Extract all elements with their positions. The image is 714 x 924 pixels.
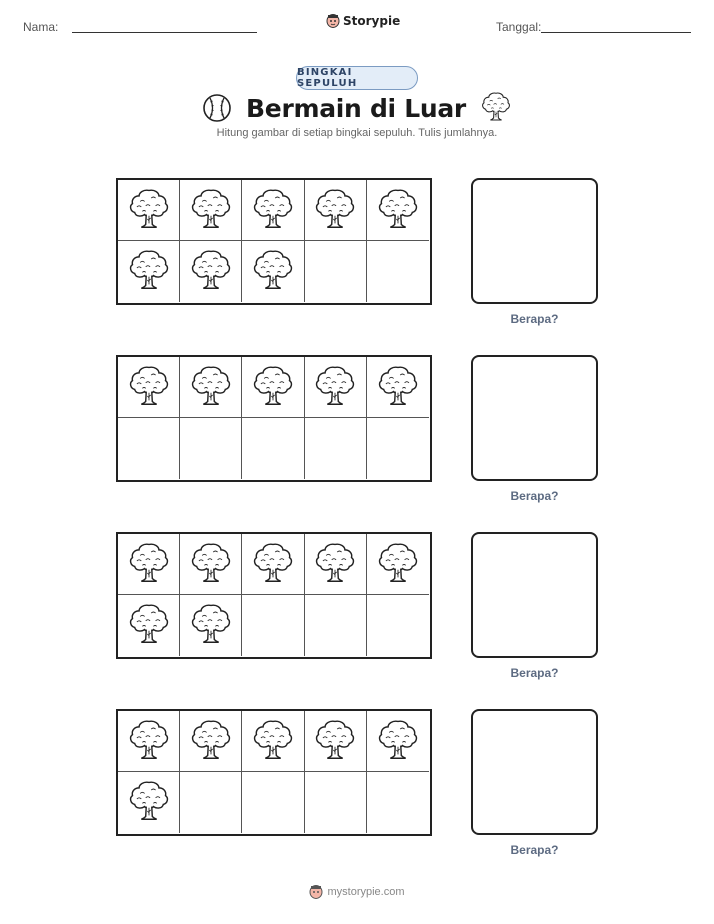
tree-icon <box>127 717 171 766</box>
ten-frame-cell-filled <box>242 711 304 772</box>
ten-frame <box>116 178 432 305</box>
ten-frame-cell-empty <box>367 595 429 656</box>
tree-icon <box>376 186 420 235</box>
ten-frame-cell-filled <box>118 241 180 302</box>
instructions: Hitung gambar di setiap bingkai sepuluh. Tulis jumlahnya. <box>216 127 498 139</box>
ten-frame-cell-filled <box>118 357 180 418</box>
tree-icon <box>127 778 171 827</box>
tree-icon <box>189 717 233 766</box>
tree-icon <box>189 540 233 589</box>
date-label: Tanggal: <box>496 20 542 34</box>
storypie-mascot-icon <box>309 884 323 900</box>
ten-frame-cell-filled <box>367 357 429 418</box>
title-row <box>0 90 714 126</box>
ten-frame-cell-filled <box>180 711 242 772</box>
ten-frame-cell-filled <box>242 180 304 241</box>
ten-frame-cell-filled <box>118 711 180 772</box>
tree-icon <box>313 186 357 235</box>
tree-icon <box>127 363 171 412</box>
tree-icon <box>376 363 420 412</box>
tree-icon <box>313 717 357 766</box>
ten-frame-cell-filled <box>118 180 180 241</box>
answer-box[interactable] <box>471 178 598 304</box>
footer <box>0 884 714 900</box>
answer-box[interactable] <box>471 532 598 658</box>
ten-frame-cell-empty <box>180 418 242 479</box>
ten-frame-cell-filled <box>305 180 367 241</box>
tree-icon <box>189 363 233 412</box>
ten-frame-cell-filled <box>242 357 304 418</box>
tree-icon <box>376 540 420 589</box>
ten-frame-cell-filled <box>367 711 429 772</box>
tree-icon <box>313 363 357 412</box>
tree-icon <box>376 717 420 766</box>
ten-frame-cell-filled <box>180 180 242 241</box>
ten-frame-cell-empty <box>367 418 429 479</box>
ten-frame-cell-filled <box>367 534 429 595</box>
ten-frame-cell-empty <box>305 241 367 302</box>
ten-frame-cell-empty <box>242 418 304 479</box>
tree-icon <box>251 363 295 412</box>
ten-frame-cell-filled <box>180 357 242 418</box>
page-title: Bermain di Luar <box>246 93 466 123</box>
ten-frame-cell-filled <box>118 534 180 595</box>
category-badge: BINGKAI SEPULUH <box>296 66 418 90</box>
ten-frame-cell-filled <box>118 772 180 833</box>
storypie-mascot-icon <box>326 13 340 29</box>
answer-label: Berapa? <box>510 312 559 326</box>
ten-frame-cell-filled <box>305 357 367 418</box>
ten-frame <box>116 532 432 659</box>
ten-frame-cell-filled <box>242 241 304 302</box>
answer-label: Berapa? <box>510 843 559 857</box>
answer-label: Berapa? <box>510 666 559 680</box>
brand-logo <box>326 13 400 29</box>
ten-frame-cell-empty <box>367 241 429 302</box>
answer-box[interactable] <box>471 355 598 481</box>
ten-frame-cell-empty <box>305 418 367 479</box>
ten-frame-cell-filled <box>305 534 367 595</box>
brand-name: Storypie <box>343 14 401 28</box>
ten-frame-cell-filled <box>180 595 242 656</box>
ten-frame-cell-filled <box>242 534 304 595</box>
tree-icon <box>251 717 295 766</box>
ten-frame-cell-filled <box>367 180 429 241</box>
tree-icon <box>480 90 512 127</box>
ten-frame-cell-empty <box>305 772 367 833</box>
tree-icon <box>251 186 295 235</box>
ten-frame-cell-filled <box>305 711 367 772</box>
tree-icon <box>251 540 295 589</box>
answer-label: Berapa? <box>510 489 559 503</box>
ten-frame <box>116 355 432 482</box>
tree-icon <box>127 186 171 235</box>
date-line[interactable] <box>541 32 691 33</box>
tree-icon <box>189 247 233 296</box>
ten-frame-cell-empty <box>305 595 367 656</box>
ten-frame-cell-empty <box>242 595 304 656</box>
answer-box[interactable] <box>471 709 598 835</box>
tree-icon <box>189 601 233 650</box>
ten-frame <box>116 709 432 836</box>
ten-frame-cell-empty <box>367 772 429 833</box>
tree-icon <box>313 540 357 589</box>
name-line[interactable] <box>72 32 257 33</box>
ten-frame-cell-filled <box>180 534 242 595</box>
tree-icon <box>189 186 233 235</box>
name-label: Nama: <box>23 20 59 34</box>
tree-icon <box>127 247 171 296</box>
tree-icon <box>127 601 171 650</box>
tree-icon <box>251 247 295 296</box>
baseball-icon <box>202 93 232 123</box>
ten-frame-cell-empty <box>118 418 180 479</box>
ten-frame-cell-empty <box>242 772 304 833</box>
tree-icon <box>127 540 171 589</box>
ten-frame-cell-empty <box>180 772 242 833</box>
footer-url: mystorypie.com <box>327 886 405 898</box>
ten-frame-cell-filled <box>180 241 242 302</box>
ten-frame-cell-filled <box>118 595 180 656</box>
